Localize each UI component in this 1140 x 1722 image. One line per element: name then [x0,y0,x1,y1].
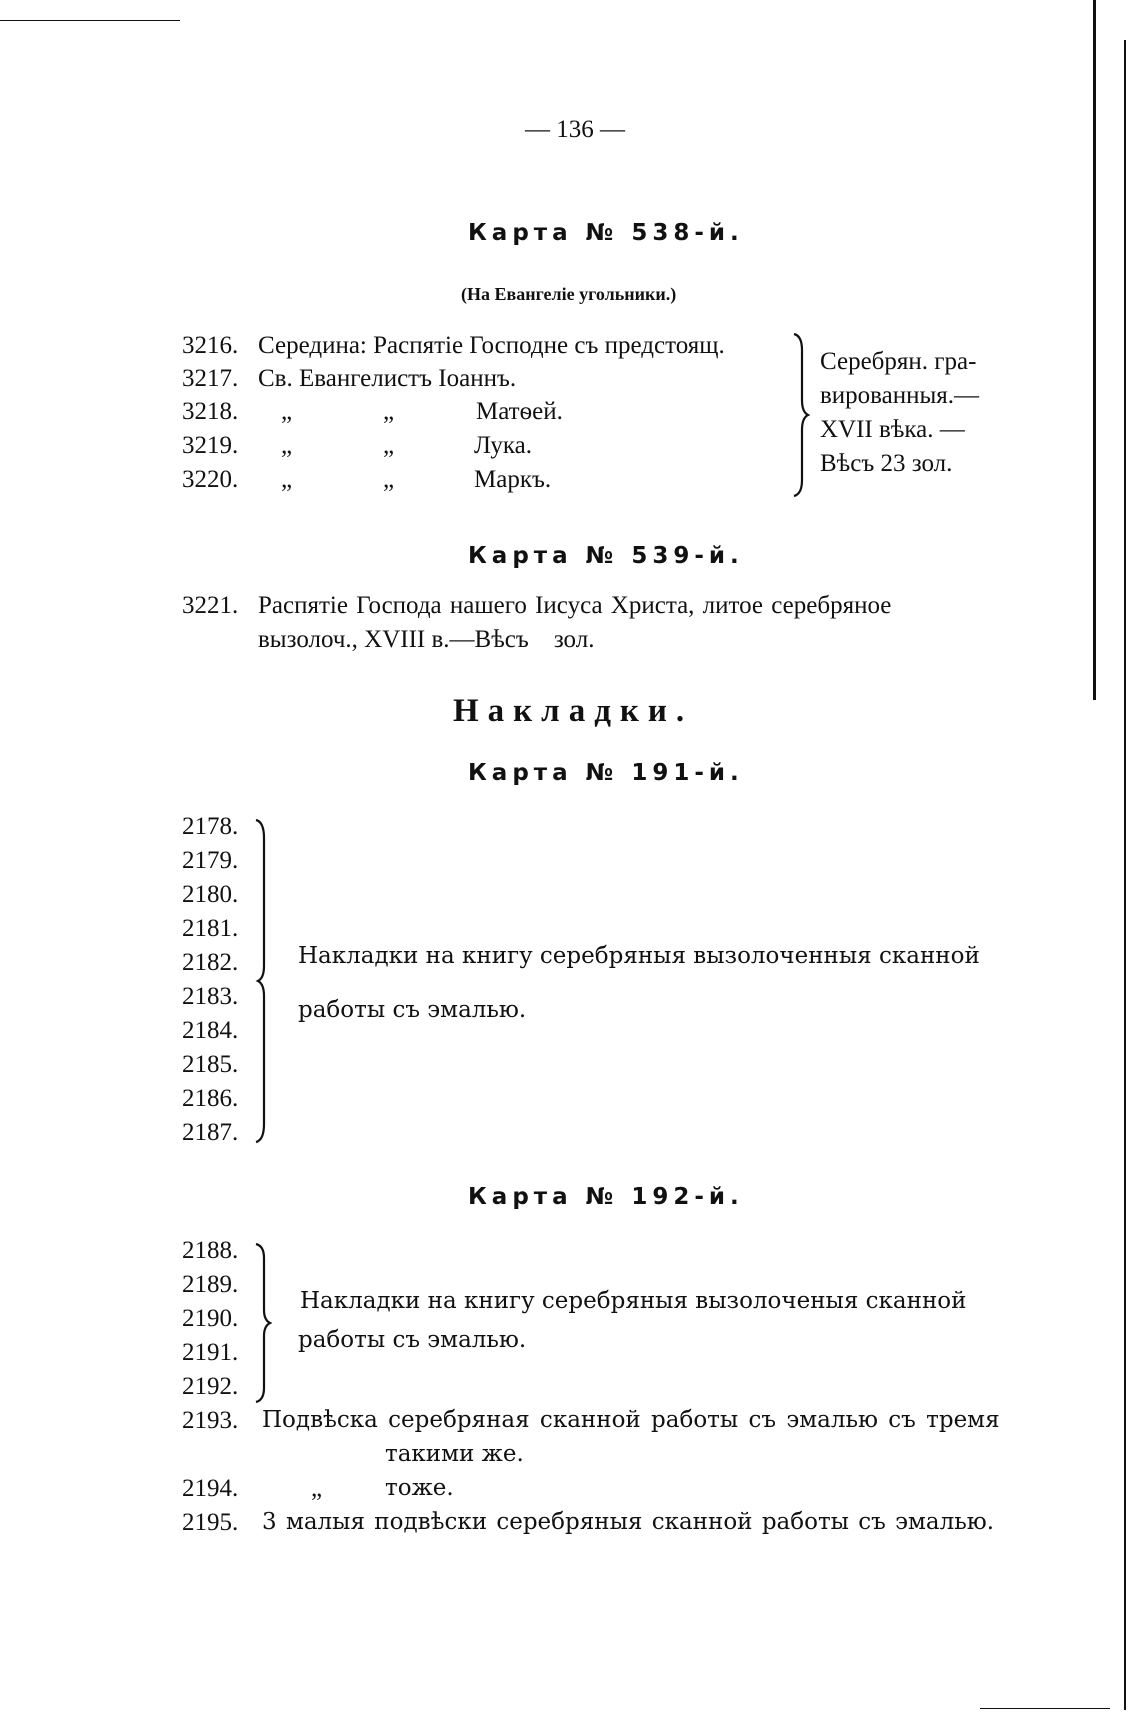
scan-edge-bottom-right [980,1708,1110,1709]
item-number: 2180. [182,881,239,908]
item-number: 3219. [182,432,239,459]
item-number: 3216. [182,332,239,359]
scan-edge-top-left [0,20,180,21]
item-number: 3218. [182,398,239,425]
ditto-mark: „ [311,1475,323,1502]
item-text: Накладки на книгу серебряныя вызолоченыя сканной [300,1288,967,1314]
ditto-mark: „ [383,466,395,493]
page-number: — 136 — [525,116,625,143]
item-number: 2189. [182,1271,239,1298]
item-text-continued: работы съ эмалью. [298,1327,527,1353]
item-number: 2192. [182,1373,239,1400]
scan-edge-right-lower [1124,40,1126,1710]
item-number: 2183. [182,983,239,1010]
item-number: 2187. [182,1119,239,1146]
item-text: Середина: Распятіе Господне съ предстоящ. [258,332,725,359]
item-text: Св. Евангелистъ Іоаннъ. [258,365,517,392]
grouping-brace [252,816,272,1146]
item-number: 2188. [182,1237,239,1264]
item-number: 2191. [182,1339,239,1366]
section-heading: Карта № 539-й. [468,543,744,569]
item-number: 3220. [182,466,239,493]
note-line: XVII вѣка. — [820,416,965,443]
section-heading: Карта № 538-й. [468,220,744,246]
item-text-continued: вызолоч., XVIII в.—Вѣсъ зол. [258,626,595,653]
ditto-mark: „ [383,398,395,425]
item-text-continued: такими же. [385,1441,524,1467]
item-text: Матѳей. [476,398,563,425]
item-number: 2190. [182,1305,239,1332]
item-text: 3 малыя подвѣски серебряныя сканной работы съ эмалью. [262,1509,995,1535]
section-subheading: (На Евангеліе угольники.) [461,284,677,304]
scan-edge-right [1093,0,1096,700]
item-number: 2195. [182,1509,239,1536]
item-text: Накладки на книгу серебряныя вызолоченныя сканной [298,943,980,969]
note-line: вированныя.— [820,382,980,409]
section-heading: Карта № 192-й. [468,1184,744,1210]
grouping-brace [790,330,810,500]
item-text: Распятіе Господа нашего Іисуса Христа, литое серебряное [258,592,892,619]
ditto-mark: „ [281,466,293,493]
item-number: 2193. [182,1407,239,1434]
item-number: 2181. [182,915,239,942]
grouping-brace [252,1240,272,1406]
note-line: Серебрян. гра- [820,348,977,375]
item-number: 2185. [182,1051,239,1078]
item-number: 3217. [182,365,239,392]
note-line: Вѣсъ 23 зол. [820,450,953,477]
item-number: 2179. [182,847,239,874]
item-text-continued: работы съ эмалью. [298,997,527,1023]
item-number: 2178. [182,813,239,840]
ditto-mark: „ [383,432,395,459]
item-number: 3221. [182,592,239,619]
section-heading: Карта № 191-й. [468,760,744,786]
item-number: 2182. [182,949,239,976]
item-text: Маркъ. [474,466,552,493]
item-number: 2194. [182,1475,239,1502]
item-number: 2186. [182,1085,239,1112]
item-text: Лука. [474,432,532,459]
item-text: Подвѣска серебряная сканной работы съ эмалью съ тремя [262,1407,1000,1433]
item-text: тоже. [385,1475,454,1501]
page-title: Накладки. [453,693,694,729]
ditto-mark: „ [281,398,293,425]
ditto-mark: „ [281,432,293,459]
item-number: 2184. [182,1017,239,1044]
